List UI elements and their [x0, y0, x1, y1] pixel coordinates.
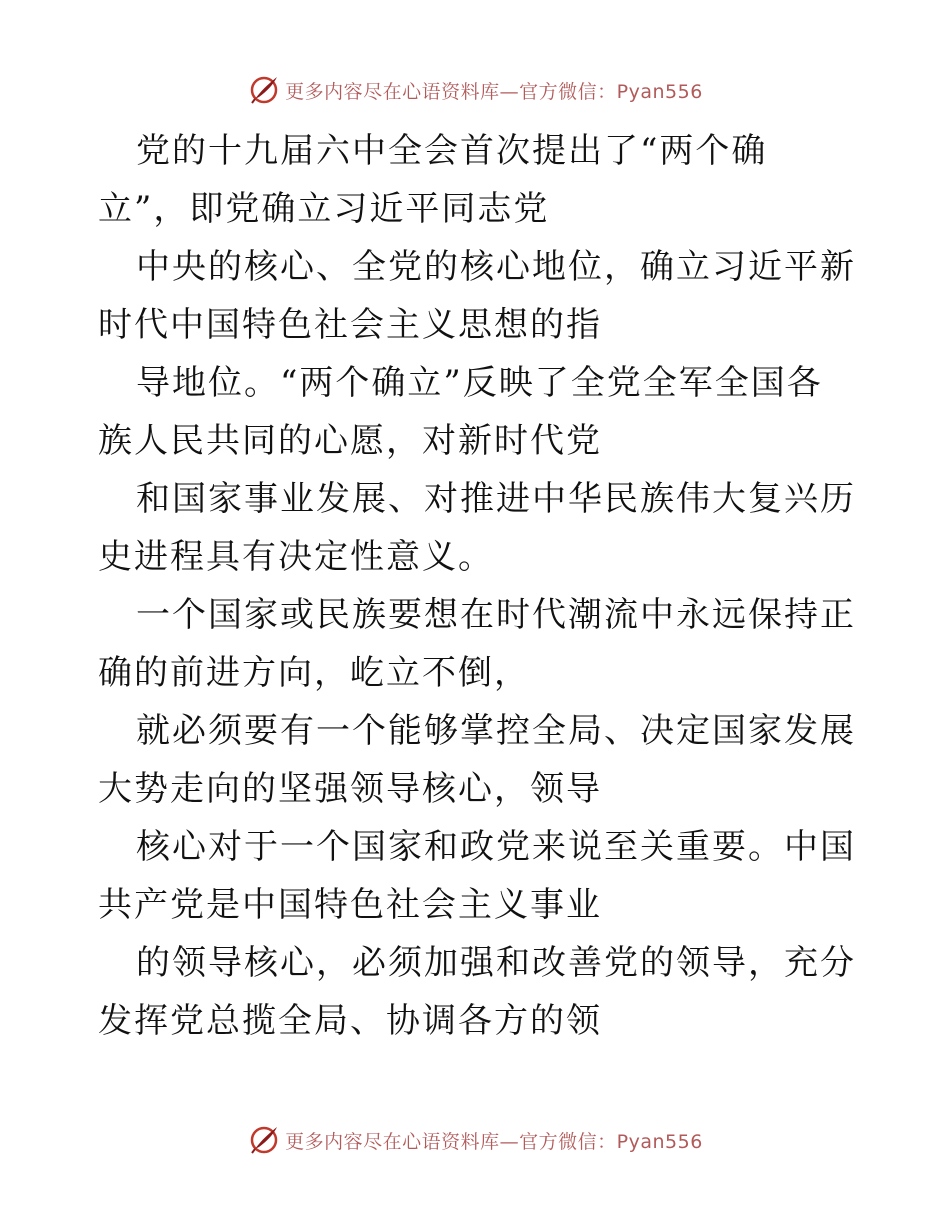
paragraph: 就必须要有一个能够掌控全局、决定国家发展大势走向的坚强领导核心，领导	[98, 711, 856, 809]
watermark-handle: Pyan556	[616, 80, 703, 103]
watermark-text	[285, 1127, 703, 1154]
watermark-label: 更多内容尽在心语资料库—官方微信：	[285, 1130, 617, 1153]
paragraph: 和国家事业发展、对推进中华民族伟大复兴历史进程具有决定性意义。	[98, 479, 856, 577]
paragraph: 的领导核心，必须加强和改善党的领导，充分发挥党总揽全局、协调各方的领	[98, 943, 856, 1041]
footer-watermark	[0, 1120, 950, 1160]
quill-logo-icon	[247, 73, 281, 107]
paragraph: 核心对于一个国家和政党来说至关重要。中国共产党是中国特色社会主义事业	[98, 827, 856, 925]
document-body	[98, 122, 858, 1050]
paragraph: 一个国家或民族要想在时代潮流中永远保持正确的前进方向，屹立不倒，	[98, 595, 856, 693]
paragraph: 导地位。“两个确立”反映了全党全军全国各族人民共同的心愿，对新时代党	[98, 363, 823, 461]
header-watermark	[0, 70, 950, 110]
watermark-text	[285, 77, 703, 104]
watermark-label: 更多内容尽在心语资料库—官方微信：	[285, 80, 617, 103]
paragraph: 党的十九届六中全会首次提出了“两个确立”，即党确立习近平同志党	[98, 131, 768, 229]
quill-logo-icon	[247, 1123, 281, 1157]
paragraph: 中央的核心、全党的核心地位，确立习近平新时代中国特色社会主义思想的指	[98, 247, 856, 345]
watermark-handle: Pyan556	[616, 1130, 703, 1153]
